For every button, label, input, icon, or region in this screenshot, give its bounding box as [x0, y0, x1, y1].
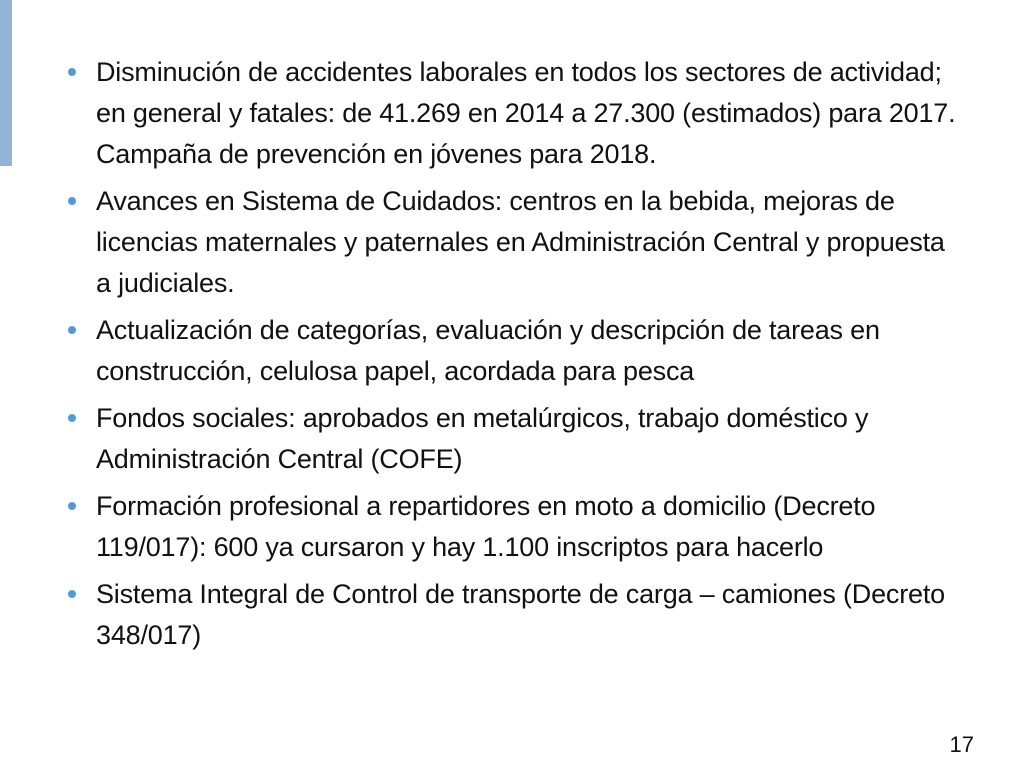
bullet-dot-icon [68, 326, 76, 334]
bullet-dot-icon [68, 414, 76, 422]
page-number: 17 [949, 732, 974, 757]
bullet-item [66, 310, 966, 392]
bullet-text: Formación profesional a repartidores en moto a domicilio (Decreto 119/017): 600 ya cursaron y hay 1.100 inscriptos para hacerlo [96, 491, 876, 562]
bullet-text: Disminución de accidentes laborales en todos los sectores de actividad; en general y fatales: de 41.269 en 2014 a 27.300 (estimados) para 2017. Campaña de prevención en jóvenes para 2018. [96, 57, 956, 169]
bullet-text: Actualización de categorías, evaluación y descripción de tareas en construcción, celulosa papel, acordada para pesca [96, 315, 880, 386]
bullet-text: Avances en Sistema de Cuidados: centros en la bebida, mejoras de licencias maternales y paternales en Administración Central y propuesta a judiciales. [96, 186, 945, 298]
bullet-item [66, 574, 966, 656]
bullet-item [66, 52, 966, 175]
bullet-dot-icon [68, 502, 76, 510]
bullet-text: Fondos sociales: aprobados en metalúrgicos, trabajo doméstico y Administración Central (COFE) [96, 403, 869, 474]
bullet-dot-icon [68, 590, 76, 598]
bullet-dot-icon [68, 68, 76, 76]
bullet-text: Sistema Integral de Control de transporte de carga – camiones (Decreto 348/017) [96, 579, 945, 650]
bullet-item [66, 398, 966, 480]
bullet-list [66, 52, 966, 662]
bullet-dot-icon [68, 197, 76, 205]
bullet-item [66, 486, 966, 568]
accent-bar [0, 0, 12, 166]
bullet-item [66, 181, 966, 304]
